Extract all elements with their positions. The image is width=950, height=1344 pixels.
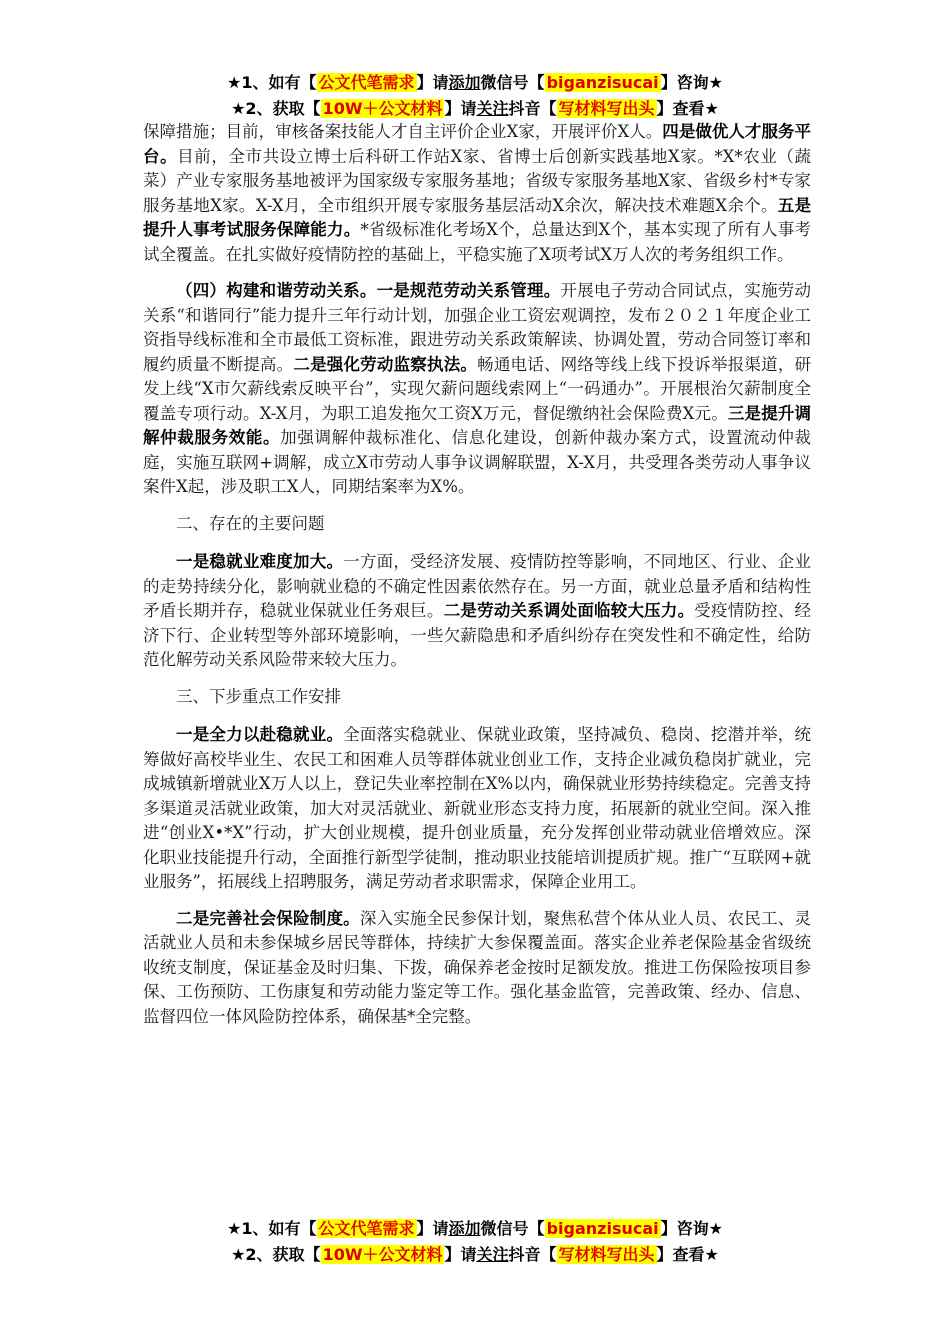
- banner-line-1: [0, 1216, 950, 1242]
- section-heading-next-steps: 三、下步重点工作安排: [176, 686, 341, 706]
- footer-banner: [0, 1216, 950, 1268]
- banner-text: 】请: [444, 99, 477, 118]
- banner-text: 抖音【: [508, 99, 557, 118]
- banner-underline: 关注: [476, 99, 509, 118]
- banner-text: 】查看★: [656, 99, 719, 118]
- banner-text: 抖音【: [508, 1245, 557, 1264]
- banner-text: ★2、获取【: [231, 1245, 321, 1264]
- header-banner: [0, 70, 950, 122]
- banner-text: ★1、如有【: [227, 73, 317, 92]
- paragraph-talent-services: 保障措施；目前，审核备案技能人才自主评价企业X家，开展评价X人。四是做优人才服务平台。目前，全市共设立博士后科研工作站X家、省博士后创新实践基地X家。*X*农业（蔬菜）产业专家服务基地被评为国家级专家服务基地；省级专家服务基地X家、省级乡村*专家服务基地X家。X-X月，全市组织开展专家服务基层活动X余次，解决技术难题X余个。五是提升人事考试服务保障能力。*省级标准化考场X个，总量达到X个，基本实现了所有人事考试全覆盖。在扎实做好疫情防控的基础上，平稳实施了X项考试X万人次的考务组织工作。: [143, 122, 812, 264]
- banner-text: ★2、获取【: [231, 99, 321, 118]
- banner-highlight: 10W＋公文材料: [322, 99, 443, 118]
- banner-highlight: biganzisucai: [546, 1219, 659, 1238]
- paragraph-problems: 一是稳就业难度加大。一方面，受经济发展、疫情防控等影响，不同地区、行业、企业的走势持续分化，影响就业稳的不确定性因素依然存在。另一方面，就业总量矛盾和结构性矛盾长期并存，稳就业保就业任务艰巨。二是劳动关系调处面临较大压力。受疫情防控、经济下行、企业转型等外部环境影响，一些欠薪隐患和矛盾纠纷存在突发性和不确定性，给防范化解劳动关系风险带来较大压力。: [143, 552, 812, 669]
- banner-line-1: [0, 70, 950, 96]
- banner-highlight: 10W＋公文材料: [322, 1245, 443, 1264]
- banner-text: 】查看★: [656, 1245, 719, 1264]
- banner-text: ★1、如有【: [227, 1219, 317, 1238]
- banner-underline: 添加: [448, 1219, 481, 1238]
- banner-text: 】咨询★: [660, 1219, 723, 1238]
- banner-underline: 添加: [448, 73, 481, 92]
- banner-highlight: 公文代笔需求: [318, 1219, 415, 1238]
- banner-text: 】咨询★: [660, 73, 723, 92]
- paragraph-employment: 一是全力以赴稳就业。全面落实稳就业、保就业政策，坚持减负、稳岗、挖潜并举，统筹做好高校毕业生、农民工和困难人员等群体就业创业工作，支持企业减负稳岗扩就业，完成城镇新增就业X万人以上，登记失业率控制在X%以内，确保就业形势持续稳定。完善支持多渠道灵活就业政策，加大对灵活就业、新就业形态支持力度，拓展新的就业空间。深入推进“创业X•*X”行动，扩大创业规模，提升创业质量，充分发挥创业带动就业倍增效应。深化职业技能提升行动，全面推行新型学徒制，推动职业技能培训提质扩规。推广“互联网+就业服务”，拓展线上招聘服务，满足劳动者求职需求，保障企业用工。: [143, 725, 812, 891]
- document-body: [143, 120, 811, 1041]
- banner-line-2: [0, 1242, 950, 1268]
- banner-underline: 关注: [476, 1245, 509, 1264]
- banner-text: 微信号【: [480, 1219, 545, 1238]
- banner-text: 】请: [416, 1219, 449, 1238]
- paragraph-labor-relations: （四）构建和谐劳动关系。一是规范劳动关系管理。开展电子劳动合同试点，实施劳动关系“和谐同行”能力提升三年行动计划，加强企业工资宏观调控，发布２０２１年度企业工资指导线标准和全市最低工资标准，跟进劳动关系政策解读、协调处置，劳动合同签订率和履约质量不断提高。二是强化劳动监察执法。畅通电话、网络等线上线下投诉举报渠道，研发上线“X市欠薪线索反映平台”，实现欠薪问题线索网上“一码通办”。开展根治欠薪制度全覆盖专项行动。X-X月，为职工追发拖欠工资X万元，督促缴纳社会保险费X元。三是提升调解仲裁服务效能。加强调解仲裁标准化、信息化建设，创新仲裁办案方式，设置流动仲裁庭，实施互联网+调解，成立X市劳动人事争议调解联盟，X-X月，共受理各类劳动人事争议案件X起，涉及职工X人，同期结案率为X%。: [143, 281, 812, 496]
- banner-highlight: 写材料写出头: [558, 1245, 655, 1264]
- banner-text: 】请: [444, 1245, 477, 1264]
- banner-text: 】请: [416, 73, 449, 92]
- section-heading-problems: 二、存在的主要问题: [176, 513, 325, 533]
- banner-highlight: biganzisucai: [546, 73, 659, 92]
- paragraph-social-insurance: 二是完善社会保险制度。深入实施全民参保计划，聚焦私营个体从业人员、农民工、灵活就业人员和未参保城乡居民等群体，持续扩大参保覆盖面。落实企业养老保险基金省级统收统支制度，保证基金及时归集、下拨，确保养老金按时足额发放。推进工伤保险按项目参保、工伤预防、工伤康复和劳动能力鉴定等工作。强化基金监管，完善政策、经办、信息、监督四位一体风险防控体系，确保基*全完整。: [143, 908, 812, 1026]
- banner-line-2: [0, 96, 950, 122]
- banner-text: 微信号【: [480, 73, 545, 92]
- banner-highlight: 公文代笔需求: [318, 73, 415, 92]
- banner-highlight: 写材料写出头: [558, 99, 655, 118]
